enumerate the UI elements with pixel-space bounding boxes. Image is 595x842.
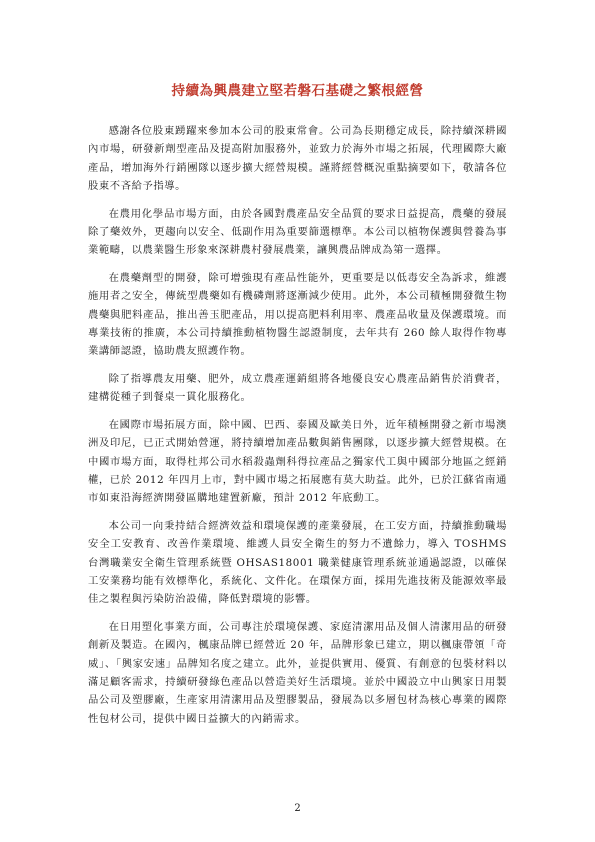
document-title: 持續為興農建立堅若磐石基礎之繁根經營 [171,83,424,99]
paragraph-greeting: 感謝各位股東踴躍來參加本公司的股東常會。公司為長期穩定成長，除持續深耕國內市場，研發新劑型產品及提高附加服務外，並致力於海外市場之拓展，代理國際大廠產品，增加海外行銷團隊以逐步擴大經營規模。謹將經營概況重點摘要如下，敬請各位股東不吝給予指導。 [88,125,507,193]
paragraph-agrochemicals: 在農用化學品市場方面，由於各國對農產品安全品質的要求日益提高，農藥的發展除了藥效外，更趨向以安全、低副作用為重要篩選標準。本公司以植物保護與營養為事業範疇，以農業醫生形象來深耕農村發展農業，讓興農品牌成為第一選擇。 [88,207,507,257]
paragraph-safety-environment: 本公司一向秉持結合經濟效益和環境保護的產業發展，在工安方面，持續推動職場安全工安教育、改善作業環境、維護人員安全衛生的努力不遺餘力，導入 TOSHMS 台灣職業安全衛生管理系統暨 OHSAS18001 職業健康管理系統並通過認證，以確保工安業務均能有效標準化，系統化、文件化。在環保方面，採用先進技術及能源效率最佳之製程與污染防治設備，降低對環境的影響。 [88,519,507,606]
page-number: 2 [294,803,301,814]
paragraph-international: 在國際市場拓展方面，除中國、巴西、泰國及歐美日外，近年積極開發之新市場澳洲及印尼，已正式開始營運，將持續增加產品數與銷售團隊，以逐步擴大經營規模。在中國市場方面，取得杜邦公司水稻殺蟲劑科得拉產品之獨家代工與中國部分地區之經銷權，已於 2012 年四月上市，對中國市場之拓展應有莫大助益。此外，已於江蘇省南通市如東沿海經濟開發區購地建置新廠，預計 2012 年底動工。 [88,418,507,505]
paragraph-formulation: 在農藥劑型的開發，除可增強現有產品性能外，更重要是以低毒安全為訴求，維護施用者之安全，傳統型農藥如有機磷劑將逐漸減少使用。此外，本公司積極開發微生物農藥與肥料產品，推出善玉肥產品，用以提高肥料利用率、農產品收量及保護環境。而專業技術的推廣，本公司持續推動植物醫生認證制度，去年共有 260 餘人取得作物專業講師認證，協助農友照護作物。 [88,271,507,358]
paragraph-daily-plastics: 在日用塑化事業方面，公司專注於環境保護、家庭清潔用品及個人清潔用品的研發創新及製造。在國內，楓康品牌已經營近 20 年，品牌形象已建立，期以楓康帶領「奇威」、「興家安速」品牌知名度之建立。此外，並提供實用、優質、有創意的包裝材料以滿足顧客需求，持續研發綠色產品以營造美好生活環境。並於中國設立中山興家日用製品公司及塑膠廠，生產家用清潔用品及塑膠製品，發展為以多層包材為核心專業的國際性包材公司，提供中國日益擴大的內銷需求。 [88,620,507,725]
paragraph-farm-guidance: 除了指導農友用藥、肥外，成立農產運銷組將各地優良安心農產品銷售於消費者，建構從種子到餐桌一貫化服務化。 [88,372,507,404]
